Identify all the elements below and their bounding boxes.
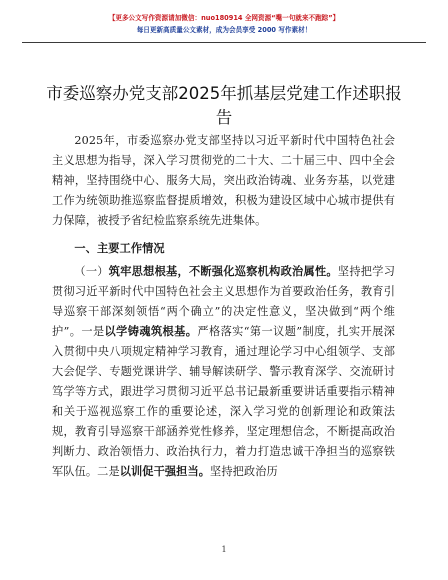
header-divider: [22, 42, 426, 43]
page-header: [0, 13, 448, 36]
intro-paragraph: 2025年，市委巡察办党支部坚持以习近平新时代中国特色社会主义思想为指导，深入学习贯彻党的二十大、二十届三中、四中全会精神，坚持围绕中心、服务大局，突出政治铸魂、业务夯基，以党建工作为统领助推巡察监督提质增效，积极为建设区域中心城市提供有力保障，被授予省纪检监察系统先进集体。: [52, 134, 395, 227]
paragraph-text: 严格落实“第一议题”制度，扎实开展深入贯彻中央八项规定精神学习教育，通过理论学习中心组领学、支部大会促学、专题党课讲学、辅导解读研学、警示教育深学、交流研讨笃学等方式，跟进学习贯彻习近平总书记最新重要讲话重要指示精神和关于巡视巡察工作的重要论述，深入学习党的创新理论和政策法规，教育引导巡察干部涵养党性修养，坚定理想信念，不断提高政治判断力、政治领悟力、政治执行力，着力打造忠诚干净担当的巡察铁军队伍。二是: [52, 325, 395, 478]
document-body: [52, 131, 395, 481]
header-promo-line-red: 【更多公文写作资源请加微信：nuo180914 全网资源“嘴一句就来不跑踪”】: [108, 14, 340, 22]
page-number: 1: [221, 545, 227, 554]
body-paragraph: [52, 262, 395, 481]
paragraph-number: （一）: [74, 265, 109, 279]
document-title: 市委巡察办党支部2025年抓基层党建工作述职报告: [46, 84, 402, 127]
paragraph-heading: 筑牢思想根基，不断强化巡察机构政治属性。: [108, 264, 338, 279]
paragraph-text: 坚持把学习贯彻习近平新时代中国特色社会主义思想作为首要政治任务，教育引导巡察干部深刻领悟“两个确立”的决定性意义，坚决做到“两个维护”。一是: [52, 265, 395, 339]
header-promo-line-blue: 每日更新高质量公文素材，成为会员享受 2000 写作素材！: [136, 26, 312, 34]
paragraph-subheading: 以学铸魂筑根基。: [104, 324, 198, 339]
section-heading: 一、主要工作情况: [74, 241, 165, 255]
paragraph-text: 坚持把政治历: [210, 464, 278, 478]
paragraph-subheading: 以训促干强担当。: [119, 463, 211, 478]
